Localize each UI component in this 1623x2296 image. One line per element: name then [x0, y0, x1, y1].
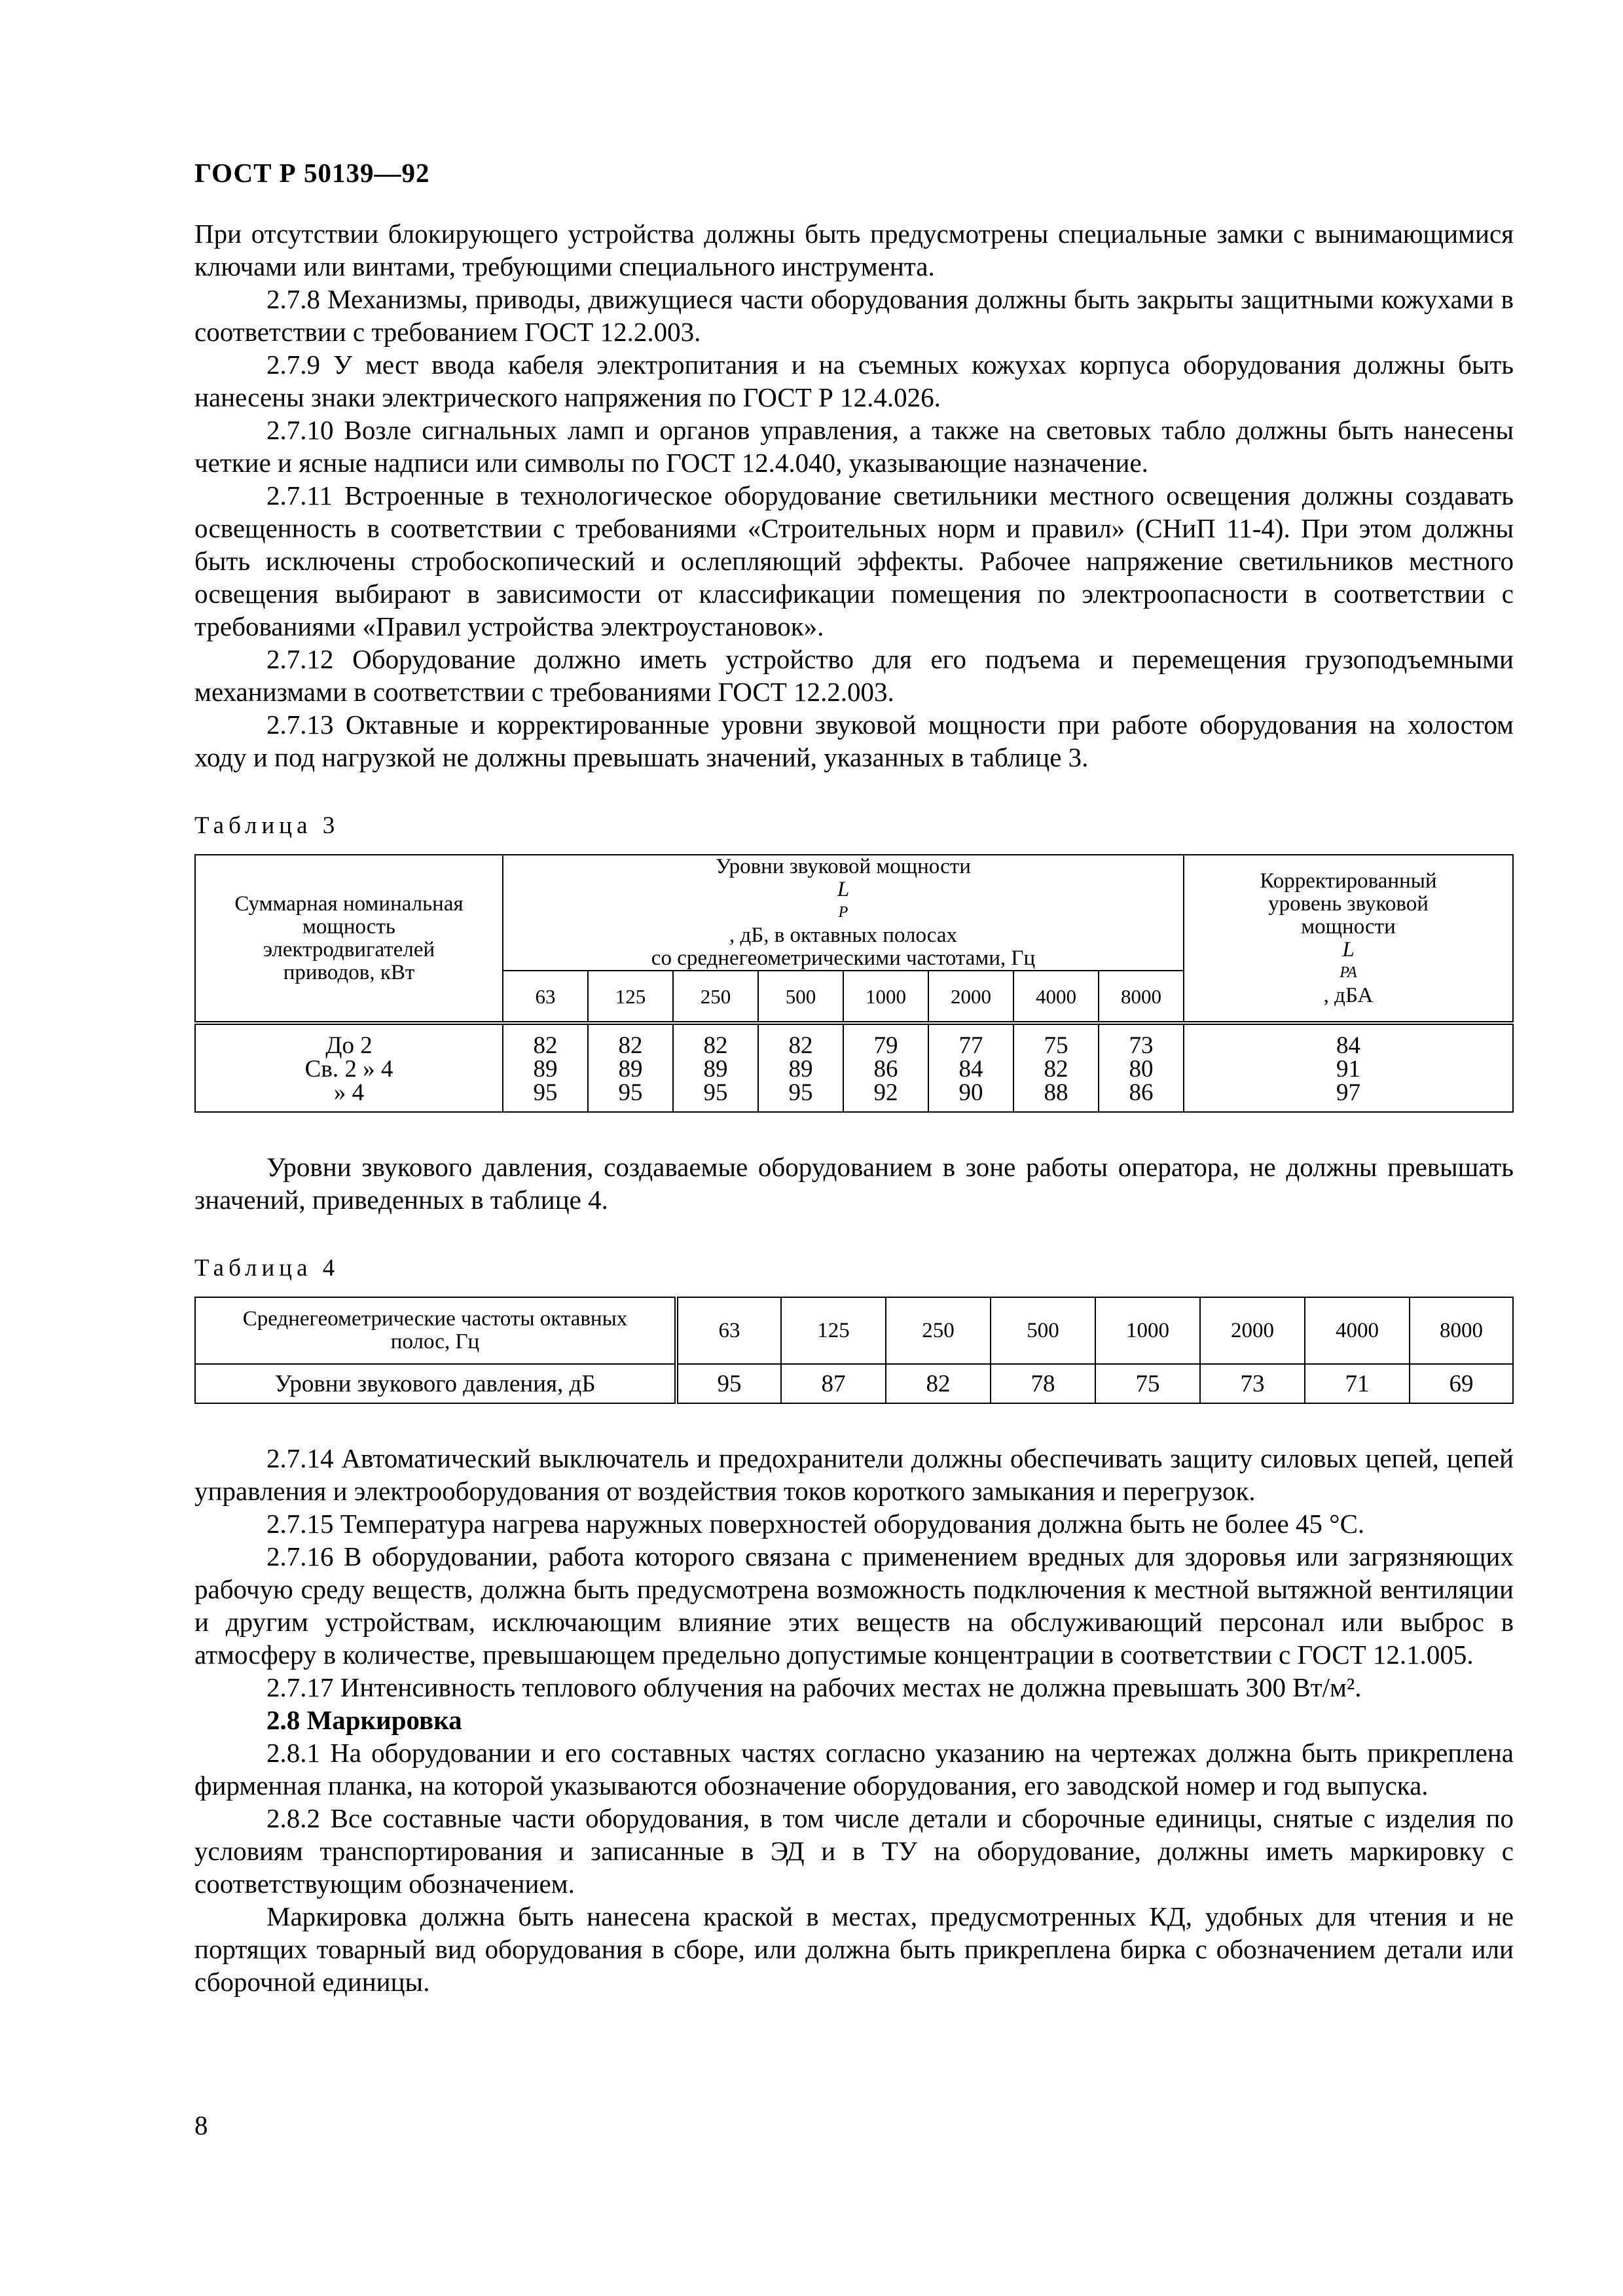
table4-row2-label: Уровни звукового давления, дБ — [195, 1364, 676, 1403]
table-cell: 69 — [1410, 1364, 1513, 1403]
table-cell: 89 — [533, 1056, 558, 1083]
header-line: приводов, кВт — [283, 960, 415, 984]
table-cell: 95 — [676, 1364, 781, 1403]
freq-header: 125 — [588, 971, 673, 1023]
table-cell: 89 — [618, 1056, 643, 1083]
freq-header: 250 — [673, 971, 758, 1023]
table-cell: 82 — [533, 1032, 558, 1059]
table-cell: До 2 — [325, 1032, 373, 1059]
table-cell: 79 — [873, 1032, 898, 1059]
table4-caption: Таблица 4 — [194, 1255, 340, 1282]
table-cell: 84 — [958, 1056, 983, 1083]
table-cell: 77 — [958, 1032, 983, 1059]
table-cell: 73 — [1200, 1364, 1305, 1403]
table-cell: 88 — [1044, 1079, 1068, 1106]
page-number: 8 — [194, 2110, 208, 2140]
header-line: Суммарная номинальная — [234, 891, 464, 916]
table-cell: 78 — [991, 1364, 1095, 1403]
table3-col1-header — [195, 855, 503, 1023]
table4-row1-label — [195, 1297, 676, 1364]
table4 — [194, 1297, 1514, 1404]
paragraph: 2.7.16 В оборудовании, работа которого связана с применением вредных для здоровья или загрязняющих рабочую среду веществ, должна быть предусмотрена возможность подключения к местной вытяжной вентиляции и другим устройствам, исключающим влияние этих веществ на обслуживающий персонал или выброс в атмосферу в количестве, превышающем предельно допустимые концентрации в соответствии с ГОСТ 12.1.005. — [194, 1541, 1514, 1670]
table-cell: 2000 — [1200, 1297, 1305, 1364]
subscript: PA — [1340, 963, 1357, 981]
table3-corrected-header — [1184, 855, 1513, 1023]
table3 — [194, 854, 1514, 1113]
paragraphs-top — [194, 217, 1514, 774]
document-page — [194, 157, 1514, 1998]
freq-header: 4000 — [1013, 971, 1099, 1023]
table-cell: 86 — [873, 1056, 898, 1083]
table-cell: 4000 — [1305, 1297, 1410, 1364]
table-row — [195, 1023, 1513, 1112]
col-250 — [673, 1023, 758, 1112]
table-row — [195, 1364, 1513, 1403]
header-line: Среднегеометрические частоты октавных — [242, 1307, 628, 1331]
header-line: полос, Гц — [390, 1330, 480, 1354]
header-line: уровень звуковой — [1268, 891, 1429, 916]
col-corrected — [1184, 1023, 1513, 1112]
header-line — [503, 855, 1183, 947]
table-cell: 71 — [1305, 1364, 1410, 1403]
symbol: L — [1342, 937, 1355, 961]
paragraph: 2.7.12 Оборудование должно иметь устройство для его подъема и перемещения грузоподъемными механизмами в соответствии с требованиями ГОСТ 12.2.003. — [194, 644, 1514, 707]
table-row — [195, 1297, 1513, 1364]
table-cell: 73 — [1129, 1032, 1154, 1059]
table-cell: 500 — [991, 1297, 1095, 1364]
table-cell: 75 — [1095, 1364, 1200, 1403]
header-line: Корректированный — [1260, 869, 1437, 893]
table-cell: 87 — [781, 1364, 886, 1403]
header-text: Уровни звуковой мощности — [716, 855, 971, 878]
paragraphs-bottom — [194, 1442, 1514, 1704]
table-cell: 95 — [703, 1079, 728, 1106]
paragraph: При отсутствии блокирующего устройства должны быть предусмотрены специальные замки с вынимающимися ключами или винтами, требующими специального инструмента. — [194, 219, 1514, 281]
paragraph: Маркировка должна быть нанесена краской в местах, предусмотренных КД, удобных для чтения и не портящих товарный вид оборудования в сборе, или должна быть прикреплена бирка с обозначением детали или сборочной единицы. — [194, 1901, 1514, 1997]
table-cell: 86 — [1129, 1079, 1154, 1106]
table-cell: 63 — [676, 1297, 781, 1364]
document-header: ГОСТ Р 50139—92 — [194, 158, 430, 188]
symbol: L — [837, 878, 850, 901]
header-line: мощность — [302, 914, 395, 939]
table-cell: 1000 — [1095, 1297, 1200, 1364]
col-2000 — [928, 1023, 1013, 1112]
col-4000 — [1013, 1023, 1099, 1112]
table-cell: 82 — [618, 1032, 643, 1059]
table-cell: 95 — [533, 1079, 558, 1106]
paragraph: 2.7.17 Интенсивность теплового облучения на рабочих местах не должна превышать 300 Вт/м². — [266, 1672, 1362, 1702]
col-1000 — [843, 1023, 928, 1112]
freq-header: 8000 — [1099, 971, 1184, 1023]
col-125 — [588, 1023, 673, 1112]
table-cell: 250 — [886, 1297, 991, 1364]
section-heading: 2.8 Маркировка — [266, 1705, 462, 1735]
table-cell: 75 — [1044, 1032, 1068, 1059]
paragraph: 2.7.13 Октавные и корректированные уровни звуковой мощности при работе оборудования на холостом ходу и под нагрузкой не должны превышать значений, указанных в таблице 3. — [194, 709, 1514, 772]
header-line — [1184, 916, 1512, 1007]
table-cell: 80 — [1129, 1056, 1154, 1083]
table-cell: 8000 — [1410, 1297, 1513, 1364]
table-cell: 90 — [958, 1079, 983, 1106]
table3-caption: Таблица 3 — [194, 812, 340, 839]
header-text: , дБ, в октавных полосах — [729, 924, 957, 947]
table-cell: 82 — [1044, 1056, 1068, 1083]
table-cell: 89 — [788, 1056, 813, 1083]
header-text: мощности — [1301, 914, 1396, 939]
power-labels — [195, 1023, 503, 1112]
table-cell: 84 — [1336, 1032, 1360, 1059]
header-line: со среднегеометрическими частотами, Гц — [651, 946, 1036, 970]
col-63 — [503, 1023, 588, 1112]
paragraph: 2.7.10 Возле сигнальных ламп и органов управления, а также на световых табло должны быть нанесены четкие и ясные надписи или символы по ГОСТ 12.4.040, указывающие назначение. — [194, 415, 1514, 478]
subscript: P — [838, 904, 848, 921]
paragraph: Уровни звукового давления, создаваемые оборудованием в зоне работы оператора, не должны превышать значений, приведенных в таблице 4. — [194, 1152, 1514, 1215]
header-line: электродвигателей — [263, 937, 435, 961]
freq-header: 1000 — [843, 971, 928, 1023]
paragraph: 2.7.14 Автоматический выключатель и предохранители должны обеспечивать защиту силовых цепей, цепей управления и электрооборудования от воздействия токов короткого замыкания и перегрузок. — [194, 1443, 1514, 1506]
paragraph: 2.8.2 Все составные части оборудования, в том числе детали и сборочные единицы, снятые с изделия по условиям транспортирования и записанные в ЭД и в ТУ на оборудование, должны иметь маркировку с соответствующим обозначением. — [194, 1803, 1514, 1899]
table-cell: 91 — [1336, 1056, 1360, 1083]
table-cell: 82 — [788, 1032, 813, 1059]
table-cell: 95 — [618, 1079, 643, 1106]
paragraph: 2.7.9 У мест ввода кабеля электропитания и на съемных кожухах корпуса оборудования должны быть нанесены знаки электрического напряжения по ГОСТ Р 12.4.026. — [194, 350, 1514, 412]
paragraph: 2.7.15 Температура нагрева наружных поверхностей оборудования должна быть не более 45 °С. — [266, 1509, 1365, 1539]
header-text: , дБА — [1323, 983, 1374, 1007]
col-500 — [758, 1023, 843, 1112]
paragraphs-end — [194, 1736, 1514, 1998]
table-cell: 97 — [1336, 1079, 1360, 1106]
col-8000 — [1099, 1023, 1184, 1112]
table-cell: 92 — [873, 1079, 898, 1106]
paragraph: 2.7.8 Механизмы, приводы, движущиеся части оборудования должны быть закрыты защитными кожухами в соответствии с требованием ГОСТ 12.2.003. — [194, 284, 1514, 347]
table-cell: Св. 2 » 4 — [304, 1056, 393, 1083]
freq-header: 2000 — [928, 971, 1013, 1023]
table-cell: 89 — [703, 1056, 728, 1083]
table-cell: 82 — [886, 1364, 991, 1403]
freq-header: 500 — [758, 971, 843, 1023]
paragraph: 2.7.11 Встроенные в технологическое оборудование светильники местного освещения должны создавать освещенность в соответствии с требованиями «Строительных норм и правил» (СНиП 11-4). При этом должны быть исключены стробоскопический и ослепляющий эффекты. Рабочее напряжение светильников местного освещения выбирают в зависимости от классификации помещения по электроопасности в соответствии с требованиями «Правил устройства электроустановок». — [194, 480, 1514, 641]
table-cell: 82 — [703, 1032, 728, 1059]
paragraph: 2.8.1 На оборудовании и его составных частях согласно указанию на чертежах должна быть прикреплена фирменная планка, на которой указываются обозначение оборудования, его заводской номер и год выпуска. — [194, 1738, 1514, 1801]
table3-band-header — [503, 855, 1184, 971]
table-cell: 125 — [781, 1297, 886, 1364]
table-cell: 95 — [788, 1079, 813, 1106]
freq-header: 63 — [503, 971, 588, 1023]
table-cell: » 4 — [333, 1079, 365, 1106]
